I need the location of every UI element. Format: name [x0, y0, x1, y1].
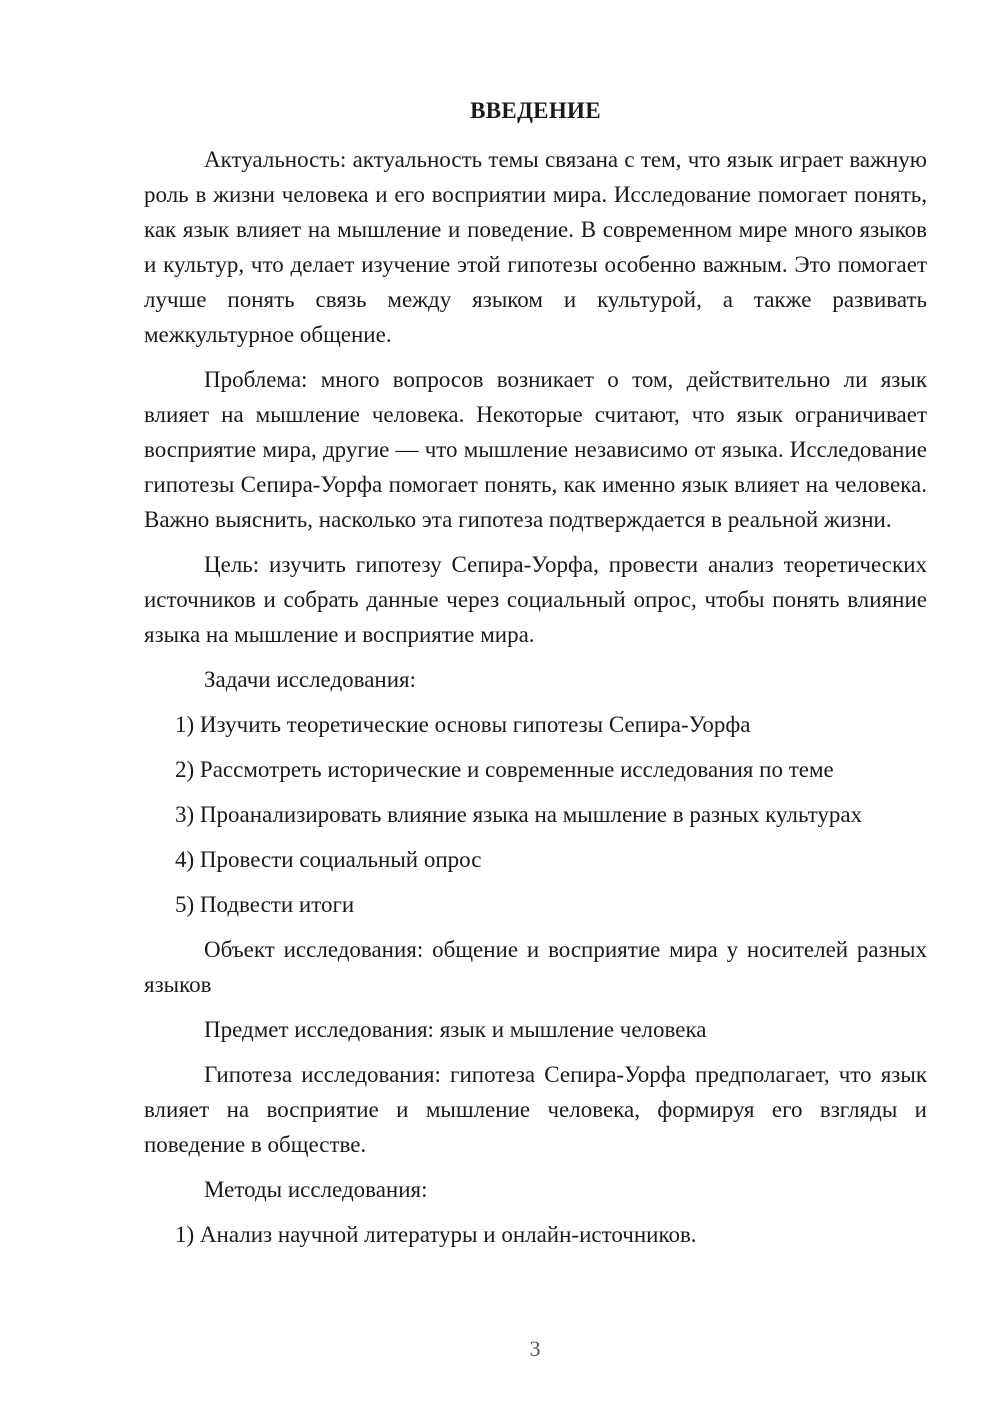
- task-item-4: 4) Провести социальный опрос: [175, 847, 482, 872]
- subject-paragraph: Предмет исследования: язык и мышление человека: [204, 1017, 707, 1042]
- methods-heading: Методы исследования:: [204, 1177, 428, 1202]
- relevance-paragraph: Актуальность: актуальность темы связана с тем, что язык играет важную роль в жизни человека и его восприятии мира. Исследование помогает понять, как язык влияет на мышление и поведение. В современном мире много языков и культур, что делает изучение этой гипотезы особенно важным. Это помогает лучше понять связь между языком и культурой, а также развивать межкультурное общение.: [144, 147, 927, 347]
- object-paragraph: Объект исследования: общение и восприятие мира у носителей разных языков: [144, 937, 927, 997]
- task-item-5: 5) Подвести итоги: [175, 892, 355, 917]
- tasks-heading: Задачи исследования:: [204, 667, 417, 692]
- hypothesis-paragraph: Гипотеза исследования: гипотеза Сепира-Уорфа предполагает, что язык влияет на восприятие и мышление человека, формируя его взгляды и поведение в обществе.: [144, 1062, 927, 1157]
- section-title: ВВЕДЕНИЕ: [470, 98, 601, 123]
- task-item-2: 2) Рассмотреть исторические и современные исследования по теме: [175, 757, 834, 782]
- problem-paragraph: Проблема: много вопросов возникает о том, действительно ли язык влияет на мышление человека. Некоторые считают, что язык ограничивает восприятие мира, другие — что мышление независимо от языка. Исследование гипотезы Сепира-Уорфа помогает понять, как именно язык влияет на человека. Важно выяснить, насколько эта гипотеза подтверждается в реальной жизни.: [144, 367, 927, 532]
- page-number: 3: [529, 1336, 541, 1361]
- goal-paragraph: Цель: изучить гипотезу Сепира-Уорфа, провести анализ теоретических источников и собрать данные через социальный опрос, чтобы понять влияние языка на мышление и восприятие мира.: [144, 552, 927, 647]
- task-item-1: 1) Изучить теоретические основы гипотезы Сепира-Уорфа: [175, 712, 751, 737]
- document-body: [144, 94, 927, 1262]
- task-item-3: 3) Проанализировать влияние языка на мышление в разных культурах: [175, 802, 863, 827]
- method-item-1: 1) Анализ научной литературы и онлайн-источников.: [175, 1222, 697, 1247]
